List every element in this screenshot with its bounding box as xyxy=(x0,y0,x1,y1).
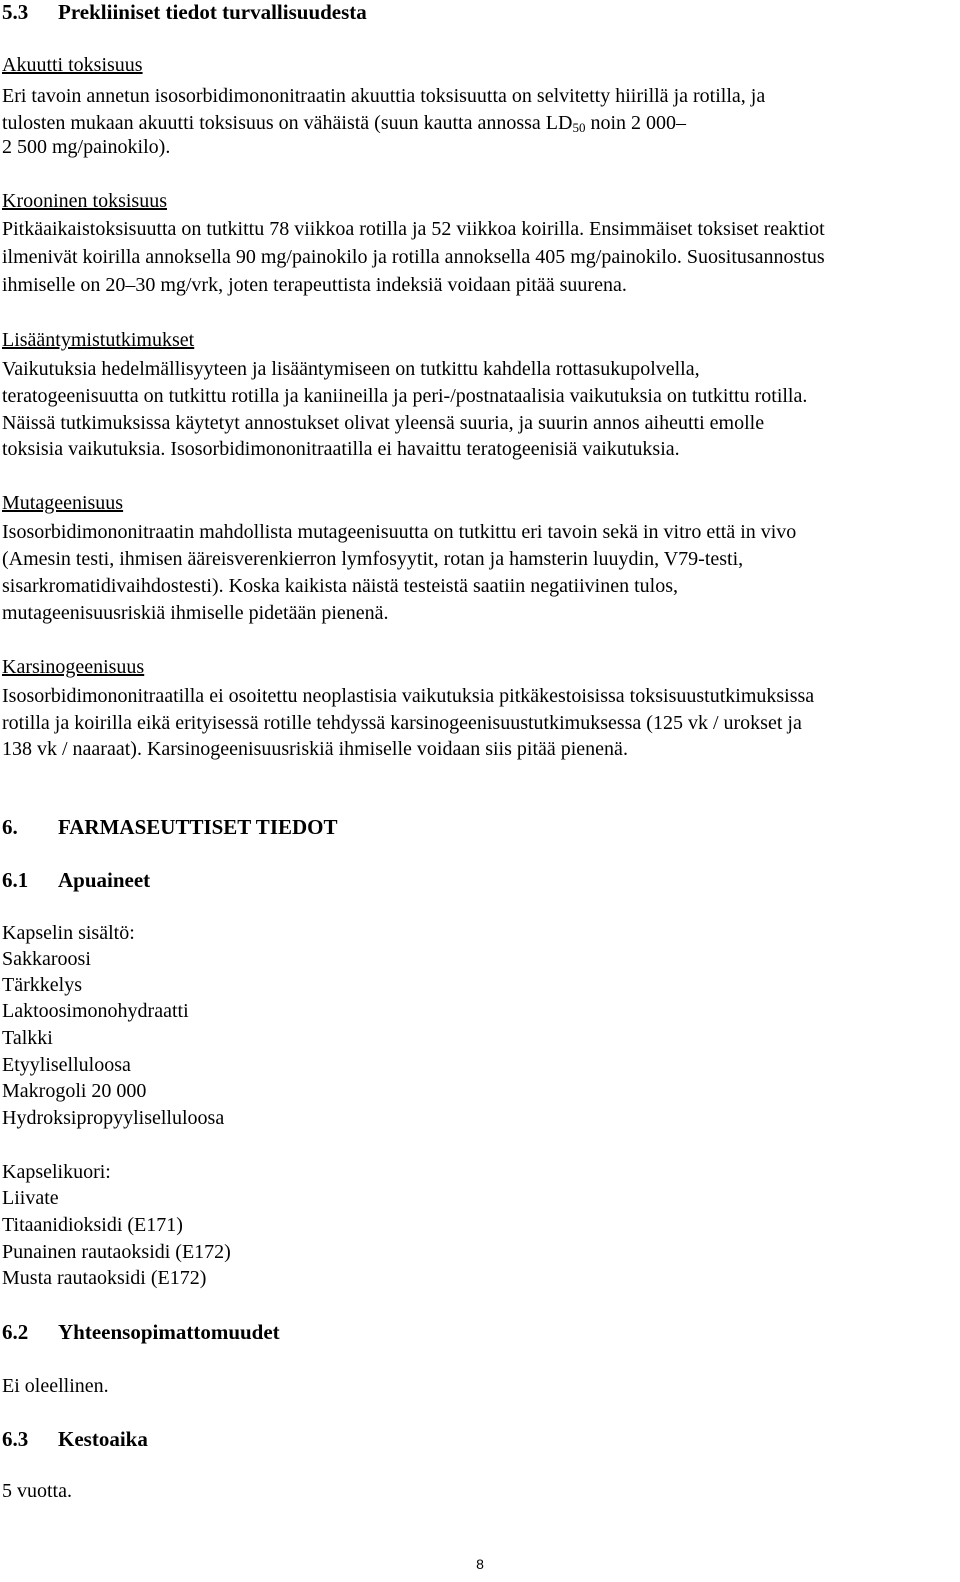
acute-toxicity-heading: Akuutti toksisuus xyxy=(2,54,143,76)
paragraph-line: ilmenivät koirilla annoksella 90 mg/painokilo ja rotilla annoksella 405 mg/painokilo. Suositusannostus xyxy=(2,246,825,268)
paragraph-line: Näissä tutkimuksissa käytetyt annostukset olivat yleensä suuria, ja suurin annos aiheutti emolle xyxy=(2,412,765,434)
excipient-item: Liivate xyxy=(2,1187,59,1209)
paragraph-line: sisarkromatidivaihdostesti). Koska kaikista näistä testeistä saatiin negatiivinen tulos, xyxy=(2,575,678,597)
ld50-subscript: 50 xyxy=(572,120,586,135)
excipient-item: Sakkaroosi xyxy=(2,948,91,970)
section-title: Kestoaika xyxy=(58,1427,148,1451)
excipient-item: Punainen rautaoksidi (E172) xyxy=(2,1241,231,1263)
section-number: 6. xyxy=(2,815,18,839)
excipient-item: Laktoosimonohydraatti xyxy=(2,1000,189,1022)
capsule-shell-label: Kapselikuori: xyxy=(2,1161,111,1183)
paragraph-line: ihmiselle on 20–30 mg/vrk, joten terapeuttista indeksiä voidaan pitää suurena. xyxy=(2,274,627,296)
capsule-contents-label: Kapselin sisältö: xyxy=(2,922,135,944)
section-title: Apuaineet xyxy=(58,868,151,892)
paragraph-line: Isosorbidimononitraatilla ei osoitettu neoplastisia vaikutuksia pitkäkestoisissa toksisuustutkimuksissa xyxy=(2,685,815,707)
paragraph-line: Eri tavoin annetun isosorbidimononitraatin akuuttia toksisuutta on selvitetty hiirillä ja rotilla, ja xyxy=(2,85,766,107)
excipient-item: Makrogoli 20 000 xyxy=(2,1080,147,1102)
section-5-3-heading xyxy=(2,0,367,24)
paragraph-line: 2 500 mg/painokilo). xyxy=(2,136,171,158)
chronic-toxicity-heading: Krooninen toksisuus xyxy=(2,190,167,212)
excipient-item: Musta rautaoksidi (E172) xyxy=(2,1267,207,1289)
paragraph-line: 138 vk / naaraat). Karsinogeenisuusriskiä ihmiselle voidaan siis pitää pienenä. xyxy=(2,738,628,760)
section-title: Prekliiniset tiedot turvallisuudesta xyxy=(58,0,367,24)
page-number: 8 xyxy=(476,1556,484,1572)
paragraph-line: Isosorbidimononitraatin mahdollista mutageenisuutta on tutkittu eri tavoin sekä in vitro että in vivo xyxy=(2,521,797,543)
excipient-item: Talkki xyxy=(2,1027,53,1049)
section-6-3-text: 5 vuotta. xyxy=(2,1480,72,1502)
paragraph-line: (Amesin testi, ihmisen ääreisverenkierron lymfosyytit, rotan ja hamsterin luuydin, V79-testi, xyxy=(2,548,744,570)
section-6-2-heading xyxy=(2,1320,280,1344)
section-6-1-heading xyxy=(2,868,150,892)
excipient-item: Etyyliselluloosa xyxy=(2,1054,131,1076)
paragraph-line: toksisia vaikutuksia. Isosorbidimononitraatilla ei havaittu teratogeenisiä vaikutuksia. xyxy=(2,438,680,460)
section-number: 6.3 xyxy=(2,1427,29,1451)
section-6-2-text: Ei oleellinen. xyxy=(2,1375,109,1397)
section-title: Yhteensopimattomuudet xyxy=(58,1320,280,1344)
excipient-item: Titaanidioksidi (E171) xyxy=(2,1214,183,1236)
section-number: 6.2 xyxy=(2,1320,29,1344)
paragraph-line: Vaikutuksia hedelmällisyyteen ja lisääntymiseen on tutkittu kahdella rottasukupolvella, xyxy=(2,358,700,380)
excipient-item: Hydroksipropyyliselluloosa xyxy=(2,1107,225,1129)
paragraph-line: Pitkäaikaistoksisuutta on tutkittu 78 viikkoa rotilla ja 52 viikkoa koirilla. Ensimmäiset toksiset reaktiot xyxy=(2,218,825,240)
section-number: 5.3 xyxy=(2,0,29,24)
reproduction-studies-heading: Lisääntymistutkimukset xyxy=(2,329,195,351)
paragraph-line: teratogeenisuutta on tutkittu rotilla ja kaniineilla ja peri-/postnataalisia vaikutuksia on tutkittu rotilla. xyxy=(2,385,808,407)
excipient-item: Tärkkelys xyxy=(2,974,82,996)
section-6-heading xyxy=(2,815,338,839)
paragraph-line: tulosten mukaan akuutti toksisuus on vähäistä (suun kautta annossa $LD_{50}$ noin 2 000– xyxy=(2,112,687,135)
paragraph-line: mutageenisuusriskiä ihmiselle pidetään pienenä. xyxy=(2,602,389,624)
paragraph-line: rotilla ja koirilla eikä erityisessä rotille tehdyssä karsinogeenisuustutkimuksessa (125 vk / urokset ja xyxy=(2,712,802,734)
mutagenicity-heading: Mutageenisuus xyxy=(2,492,124,514)
section-6-3-heading xyxy=(2,1427,148,1451)
carcinogenicity-heading: Karsinogeenisuus xyxy=(2,656,145,678)
section-title: FARMASEUTTISET TIEDOT xyxy=(58,815,338,839)
section-number: 6.1 xyxy=(2,868,29,892)
